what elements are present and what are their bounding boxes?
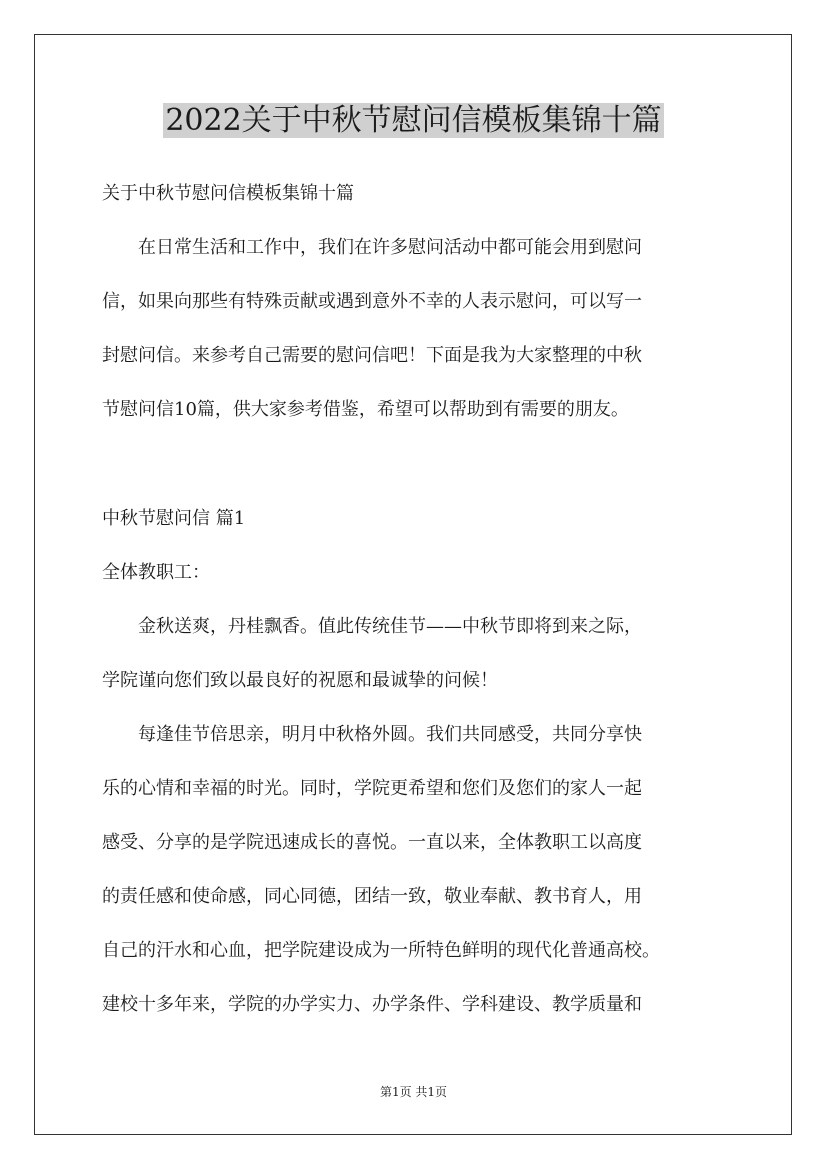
body-line: 乐的心情和幸福的时光。同时，学院更希望和您们及您们的家人一起	[102, 778, 642, 799]
body-line: 每逢佳节倍思亲，明月中秋格外圆。我们共同感受，共同分享快	[102, 724, 642, 745]
body-line: 信，如果向那些有特殊贡献或遇到意外不幸的人表示慰问，可以写一	[102, 291, 642, 312]
body-line: 感受、分享的是学院迅速成长的喜悦。一直以来，全体教职工以高度	[102, 832, 642, 853]
body-line: 节慰问信10篇，供大家参考借鉴，希望可以帮助到有需要的朋友。	[102, 399, 629, 420]
document-title: 2022关于中秋节慰问信模板集锦十篇	[165, 103, 662, 138]
body-line: 封慰问信。来参考自己需要的慰问信吧！下面是我为大家整理的中秋	[102, 345, 642, 366]
page-footer: 第1页 共1页	[379, 1085, 448, 1099]
body-line: 金秋送爽，丹桂飘香。值此传统佳节——中秋节即将到来之际，	[102, 616, 642, 637]
body-line: 建校十多年来，学院的办学实力、办学条件、学科建设、教学质量和	[102, 994, 642, 1015]
subtitle-line: 关于中秋节慰问信模板集锦十篇	[102, 183, 354, 204]
section-heading: 中秋节慰问信 篇1	[102, 508, 246, 529]
body-line: 学院谨向您们致以最良好的祝愿和最诚挚的问候！	[102, 670, 498, 691]
body-line: 自己的汗水和心血，把学院建设成为一所特色鲜明的现代化普通高校。	[102, 940, 660, 961]
salutation-line: 全体教职工：	[102, 562, 210, 583]
body-line: 的责任感和使命感，同心同德，团结一致，敬业奉献、教书育人，用	[102, 886, 642, 907]
body-line: 在日常生活和工作中，我们在许多慰问活动中都可能会用到慰问	[102, 237, 642, 258]
